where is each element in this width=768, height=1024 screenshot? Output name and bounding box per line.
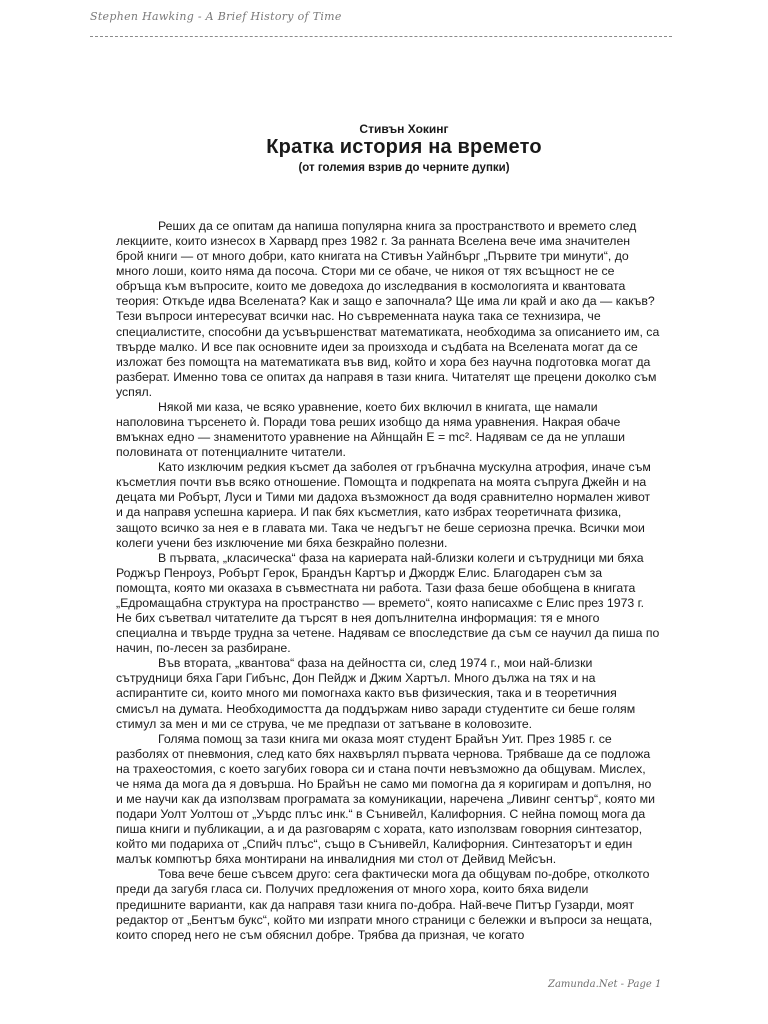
paragraph: Това вече беше съвсем друго: сега фактически мога да общувам по-добре, отколкото преди да загубя гласа си. Получих предложения от много хора, които бяха видели предишните варианти, как да направя тази книга по-добра. Най-вече Питър Гузарди, моят редактор от „Бентъм букс“, който ми изпрати много страници с бележки и въпроси за нещата, които според него не съм обяснил добре. Трябва да призная, че когато xyxy=(116,867,653,942)
author-name: Стивън Хокинг xyxy=(359,122,449,136)
paragraph: Голяма помощ за тази книга ми оказа моят студент Брайън Уит. През 1985 г. се разболях от пневмония, след като бях нахвърлял първата чернова. Трябваше да се подложа на трахеостомия, с което загубих говора си и стана почти невъзможно да общувам. Мислех, че няма да мога да я довърша. Но Брайън не само ми помогна да я коригирам и допълня, но и ме научи как да използвам програмата за комуникации, наречена „Ливинг сентър“, която ми подари Уолт Уолтош от „Уърдс плъс инк.“ в Сънивейл, Калифорния. С нейна помощ мога да пиша книги и публикации, а и да разговарям с хората, като използвам говорния синтезатор, който ми подарихa от „Спийч плъс“, също в Сънивейл, Калифорния. Синтезаторът и един малък компютър бяха монтирани на инвалидния ми стол от Дейвид Мейсън. xyxy=(116,731,655,867)
paragraph: В първата, „класическа“ фаза на кариерата най-близки колеги и сътрудници ми бяха Роджър Пенроуз, Робърт Герок, Брандън Картър и Джордж Елис. Благодарен съм за помощта, която ми оказаха в съвместната ни работа. Тази фаза беше обобщена в книгата „Едромащабна структура на пространство — времето“, която написахме с Елис през 1973 г. Не бих съветвал читателите да търсят в нея допълнителна информация: тя е много специална и твърде трудна за четене. Надявам се впоследствие да съм се научил да пиша по начин, по-лесен за разбиране. xyxy=(116,550,660,656)
paragraph: Някой ми каза, че всяко уравнение, което бих включил в книгата, ще намали наполовина търсенето ѝ. Поради това реших изобщо да няма уравнения. Накрая обаче вмъкнах едно — знаменитото уравнение на Айнщайн E = mc². Надявам се да не уплаши половината от потенциалните читатели. xyxy=(116,399,625,460)
book-subtitle: (от големия взрив до черните дупки) xyxy=(298,162,510,174)
book-title: Кратка история на времето xyxy=(266,136,542,158)
paragraph: Реших да се опитам да напиша популярна книга за пространството и времето след лекциите, които изнесох в Харвард през 1982 г. За ранната Вселена вече има значителен брой книги — от много добри, като книгата на Стивън Уайнбърг „Първите три минути“, до много лоши, които няма да посоча. Стори ми се обаче, че никоя от тях всъщност не се обръща към въпросите, които ме доведоха до изследвания в космологията и квантовата теория: Откъде идва Вселената? Как и защо е започнала? Ще има ли край и ако да — какъв? Тези въпроси интересуват всички нас. Но съвременната наука така се технизира, че специалистите, способни да усъвършенстват математиката, необходима за описанието им, са твърде малко. И все пак основните идеи за произхода и съдбата на Вселената могат да се изложат без помощта на математиката във вид, който и хора без научна подготовка могат да разберат. Именно това се опитах да направя в тази книга. Читателят ще прецени доколко съм успял. xyxy=(116,219,660,399)
page-footer: Zamunda.Net - Page 1 xyxy=(548,979,662,990)
body-text xyxy=(116,219,660,943)
header-divider xyxy=(90,36,672,37)
paragraph: Като изключим редкия късмет да заболея от гръбначна мускулна атрофия, иначе съм късметлия почти във всяко отношение. Помощта и подкрепата на моята съпруга Джейн и на децата ми Робърт, Луси и Тими ми дадоха възможност да водя сравнително нормален живот и да направя успешна кариера. И пак бях късметлия, като избрах теоретичната физика, защото всичко за нея е в главата ми. Така че недъгът не беше сериозна пречка. Всички мои колеги учени без изключение ми бяха безкрайно полезни. xyxy=(116,460,651,550)
running-header: Stephen Hawking - A Brief History of Time xyxy=(90,10,342,23)
paragraph: Във втората, „квантова“ фаза на дейността си, след 1974 г., мои най-близки сътрудници бяха Гари Гибънс, Дон Пейдж и Джим Хартъл. Много дължа на тях и на аспирантите си, които много ми помогнаха както във физическия, така и в теоретичния смисъл на думата. Необходимостта да поддържам ниво заради студентите си беше голям стимул за мен и ми се струва, че ме предпази от затъване в коловозите. xyxy=(116,656,636,731)
